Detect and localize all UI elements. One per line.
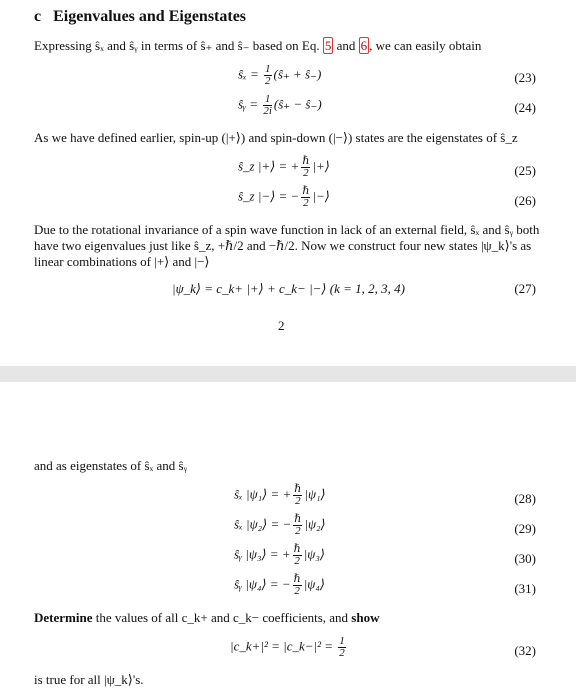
eq26-fraction: [301, 186, 310, 209]
eq31-den: 2: [294, 585, 300, 597]
determine-mid: the values of all c_k+ and c_k− coefficients, and: [92, 610, 352, 625]
equation-number-31: (31): [514, 581, 536, 596]
eq24-rhs: (ŝ₊ − ŝ₋): [273, 96, 322, 112]
equation-31: [234, 574, 325, 597]
equation-number-26: (26): [514, 193, 536, 208]
equation-number-29: (29): [514, 521, 536, 536]
equation-number-24: (24): [514, 100, 536, 115]
eq28-rhs: |ψ₁⟩: [304, 486, 326, 502]
equation-number-25: (25): [514, 163, 536, 178]
eq24-num: 1: [264, 93, 271, 105]
show-bold: show: [351, 610, 380, 625]
equation-number-32: (32): [514, 643, 536, 658]
section-heading: [34, 8, 246, 26]
eq26-lhs: ŝ_z |−⟩ = −: [238, 188, 300, 204]
rotational-line-2: have two eigenvalues just like ŝ_z, +ℏ/2 and −ℏ/2. Now we construct four new states |ψ_k⟩'s as: [34, 238, 532, 253]
eq-ref-6[interactable]: 6: [360, 38, 368, 53]
eq29-den: 2: [295, 525, 301, 537]
eq28-den: 2: [295, 495, 301, 507]
equation-number-30: (30): [514, 551, 536, 566]
eq31-rhs: |ψ₄⟩: [303, 576, 325, 592]
paragraph-eigenstates: As we have defined earlier, spin-up (|+⟩) and spin-down (|−⟩) states are the eigenstates of ŝ_z: [34, 130, 518, 145]
rotational-line-3: linear combinations of |+⟩ and |−⟩: [34, 254, 210, 269]
paragraph-rotational: [34, 222, 542, 270]
eq31-fraction: [293, 574, 302, 597]
eq25-lhs: ŝ_z |+⟩ = +: [238, 158, 300, 174]
intro-post: , we can easily obtain: [369, 38, 482, 53]
equation-25: [238, 156, 330, 179]
section-title: Eigenvalues and Eigenstates: [53, 8, 247, 25]
eq29-rhs: |ψ₂⟩: [304, 516, 326, 532]
eq29-lhs: ŝₓ |ψ₂⟩ = −: [234, 516, 292, 532]
eq23-den: 2: [265, 75, 271, 87]
eq28-fraction: [293, 484, 302, 507]
eq23-rhs: (ŝ₊ + ŝ₋): [273, 66, 322, 82]
eq26-rhs: |−⟩: [312, 188, 330, 204]
eq24-lhs: ŝᵧ =: [238, 96, 262, 112]
eq25-den: 2: [303, 167, 309, 179]
eq23-lhs: ŝₓ =: [238, 66, 263, 82]
equation-29: [234, 514, 326, 537]
equation-32: [230, 636, 348, 659]
eq23-fraction: [264, 64, 272, 87]
eq30-num: ℏ: [293, 543, 301, 555]
eq24-fraction: [263, 94, 272, 117]
determine-bold: Determine: [34, 610, 93, 625]
eq23-num: 1: [265, 63, 271, 75]
eq30-fraction: [293, 544, 302, 567]
paragraph-as-eigenstates: and as eigenstates of ŝₓ and ŝᵧ: [34, 458, 188, 473]
eq30-lhs: ŝᵧ |ψ₃⟩ = +: [234, 546, 291, 562]
eq31-lhs: ŝᵧ |ψ₄⟩ = −: [234, 576, 291, 592]
eq32-lhs: |c_k+|² = |c_k−|² =: [230, 638, 337, 654]
eq30-den: 2: [294, 555, 300, 567]
paragraph-conclusion: is true for all |ψ_k⟩'s.: [34, 672, 144, 687]
equation-number-28: (28): [514, 491, 536, 506]
intro-and: and: [333, 38, 359, 53]
equation-24: [238, 94, 322, 117]
eq-ref-5[interactable]: 5: [324, 38, 332, 53]
eq25-num: ℏ: [302, 155, 310, 167]
eq32-den: 2: [339, 647, 345, 659]
eq28-lhs: ŝₓ |ψ₁⟩ = +: [234, 486, 292, 502]
paragraph-determine: [34, 610, 542, 626]
eq29-fraction: [293, 514, 302, 537]
equation-28: [234, 484, 326, 507]
paragraph-intro: [34, 38, 542, 54]
section-letter: c: [34, 8, 42, 25]
equation-number-27: (27): [514, 281, 536, 296]
eq24-den: 2i: [263, 105, 272, 117]
eq32-num: 1: [339, 635, 345, 647]
eq26-den: 2: [303, 197, 309, 209]
equation-23: [238, 64, 321, 87]
eq30-rhs: |ψ₃⟩: [303, 546, 325, 562]
equation-30: [234, 544, 325, 567]
page-2: [0, 382, 576, 691]
equation-27: |ψ_k⟩ = c_k+ |+⟩ + c_k− |−⟩ (k = 1, 2, 3, 4): [172, 281, 405, 296]
equation-number-23: (23): [514, 70, 536, 85]
page-number: 2: [278, 318, 285, 333]
eq31-num: ℏ: [293, 573, 301, 585]
eq28-num: ℏ: [294, 483, 302, 495]
eq29-num: ℏ: [294, 513, 302, 525]
eq26-num: ℏ: [302, 185, 310, 197]
rotational-line-1: Due to the rotational invariance of a spin wave function in lack of an external field, ŝₓ and ŝᵧ both: [34, 222, 540, 237]
eq25-rhs: |+⟩: [312, 158, 330, 174]
eq32-fraction: [338, 636, 346, 659]
equation-26: [238, 186, 330, 209]
intro-text: Expressing ŝₓ and ŝᵧ in terms of ŝ₊ and ŝ₋ based on Eq.: [34, 38, 323, 53]
eq25-fraction: [301, 156, 310, 179]
page-separator: [0, 366, 576, 382]
